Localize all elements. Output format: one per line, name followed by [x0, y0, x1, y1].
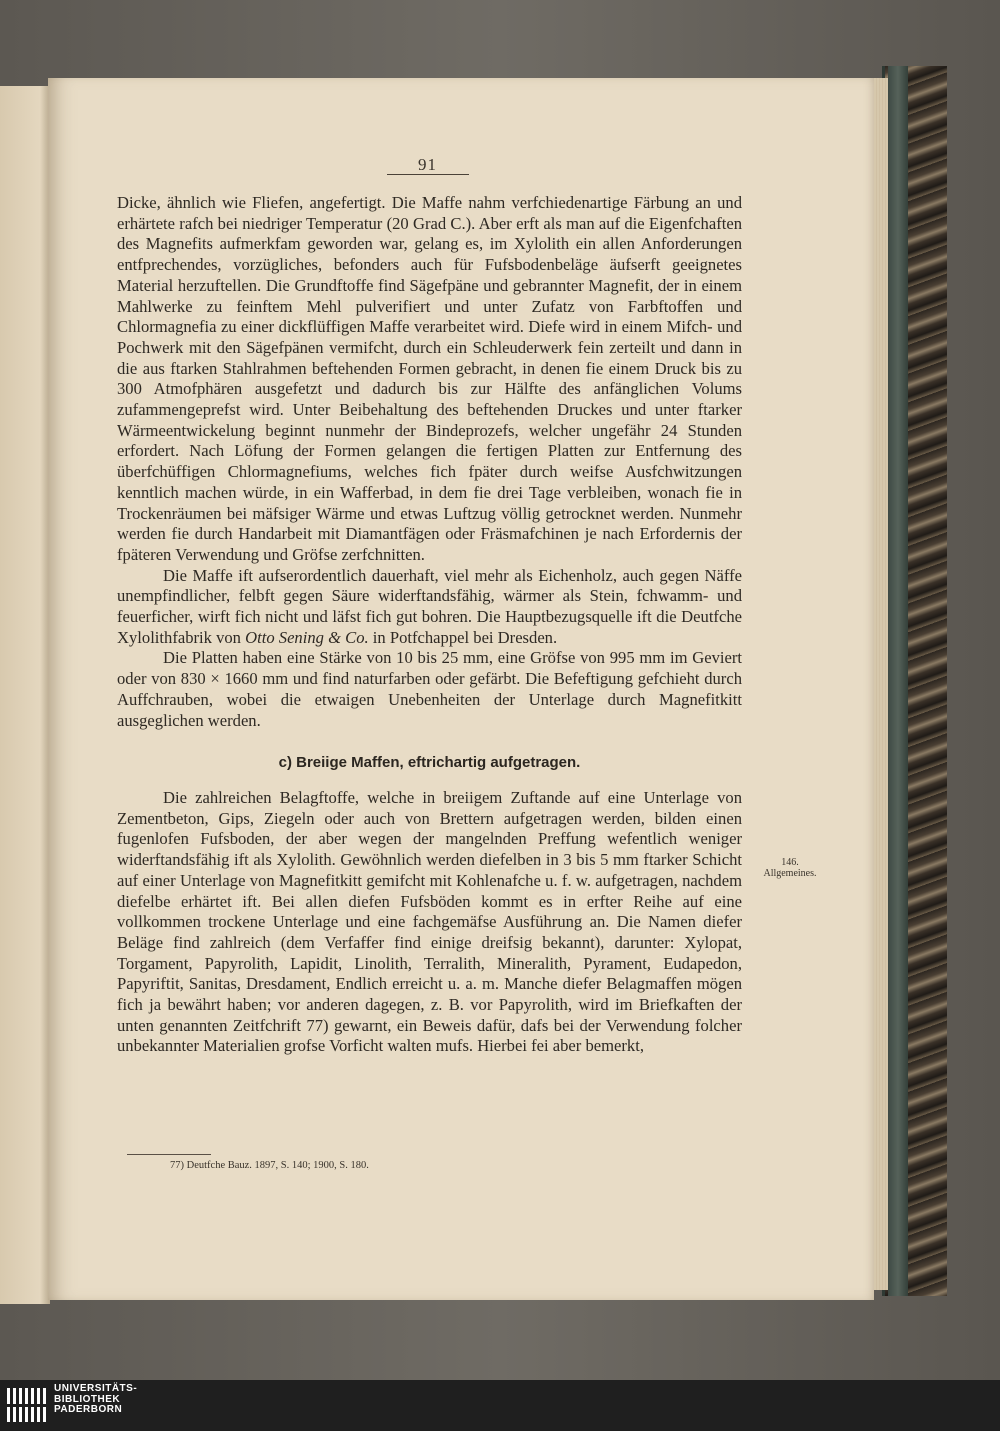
- margin-note-label: Allgemeines.: [763, 868, 817, 879]
- paragraph-2-text: Die Maffe ift aufserordentlich dauerhaft, viel mehr als Eichenholz, auch gegen Näffe unempfindlicher, felbft gegen Säure widerftandsfähig, wärmer als Stein, fchwamm- und feuerficher, wirft fich nicht und läfst fich gut bohren. Die Hauptbezugsquelle ift die Deutfche Xylolithfabrik von: [117, 565, 742, 647]
- paragraph-1: Dicke, ähnlich wie Fliefen, angefertigt. Die Maffe nahm verfchiedenartige Färbung an und erhärtete rafch bei niedriger Temperatur (20 Grad C.). Aber erft als man auf die Eigenfchaften des Magnefits aufmerkfam geworden war, gelang es, im Xylolith ein allen Anforderungen entfprechendes, vorzügliches, befonders auch für Fufsbodenbeläge äufserft geeignetes Material herzuftellen. Die Grundftoffe find Sägefpäne und gebrannter Magnefit, der in einem Mahlwerke zu feinftem Mehl pulverifiert und unter Zufatz von Farbftoffen und Chlormagnefia zu einer dickflüffigen Maffe verarbeitet wird. Diefe wird in einem Mifch- und Pochwerk mit den Sägefpänen vermifcht, durch ein Schleuderwerk fein zerteilt und dann in die aus ftarken Stahlrahmen beftehenden Formen gebracht, in denen fie einem Druck bis zu 300 Atmofphären ausgefetzt und dadurch bis zur Hälfte des anfänglichen Volums zufammengeprefst wird. Unter Beibehaltung des beftehenden Druckes und unter ftarker Wärmeentwickelung beginnt nunmehr der Bindeprozefs, welcher ungefähr 24 Stunden erfordert. Nach Löfung der Formen gelangen die fertigen Platten zur Entfernung des überfchüffigen Chlormagnefiums, welches fich fpäter durch weifse Ausfchwitzungen kenntlich machen würde, in ein Wafferbad, in dem fie drei Tage verbleiben, wonach fie in Trockenräumen bei mäfsiger Wärme und etwas Luftzug völlig getrocknet werden. Nunmehr werden fie durch Handarbeit mit Diamantfägen oder Fräsmafchinen je nach Erfordernis der fpäteren Verwendung und Gröfse zerfchnitten.: [117, 193, 742, 564]
- library-logo-text: [54, 1384, 137, 1416]
- cover-spine-edge: [888, 66, 908, 1296]
- library-logo-icon: [6, 1384, 51, 1426]
- footnote: 77) Deutfche Bauz. 1897, S. 140; 1900, S. 180.: [170, 1160, 369, 1171]
- company-name: Otto Sening & Co.: [245, 627, 369, 647]
- footnote-rule: [127, 1154, 211, 1155]
- page-number: 91: [418, 155, 437, 174]
- library-footer-bar: [0, 1380, 1000, 1431]
- paragraph-2-tail: in Potfchappel bei Dresden.: [368, 627, 558, 647]
- paragraph-2: [117, 566, 742, 649]
- margin-note: [760, 857, 820, 879]
- body-text: [117, 193, 742, 1057]
- section-heading: c) Breiige Maffen, eftrichartig aufgetragen.: [278, 754, 581, 772]
- page-number-rule: [387, 174, 469, 175]
- paragraph-4: Die zahlreichen Belagftoffe, welche in breiigem Zuftande auf eine Unterlage von Zementbeton, Gips, Ziegeln oder auch von Brettern aufgetragen werden, bilden einen fugenlofen Fufsboden, der aber wegen der mangelnden Preffung wefentlich weniger widerftandsfähig ift als Xylolith. Gewöhnlich werden diefelben in 3 bis 5 mm ftarker Schicht auf einer Unterlage von Magnefitkitt gemifcht mit Kohlenafche u. f. w. aufgetragen, nachdem diefelbe erhärtet ift. Bei allen diefen Fufsböden kommt es in erfter Reihe auf eine vollkommen trockene Unterlage und eine fachgemäfse Ausführung an. Die Namen diefer Beläge find zahlreich (dem Verfaffer find einige dreifsig bekannt), darunter: Xylopat, Torgament, Papyrolith, Lapidit, Linolith, Terralith, Mineralith, Pyrament, Eudapedon, Papyriftit, Sanitas, Dresdament, Endlich erreicht u. a. m. Manche diefer Belagmaffen mögen fich ja bewährt haben; vor anderen dagegen, z. B. vor Papyrolith, wird im Briefkaften der unten genannten Zeitfchrift 77) gewarnt, ein Beweis dafür, dafs bei der Verwendung folcher unbekannter Materialien grofse Vorficht walten mufs. Hierbei fei aber bemerkt,: [117, 787, 742, 1056]
- left-page-edge: [0, 86, 50, 1304]
- margin-note-number: 146.: [781, 857, 799, 868]
- logo-line-3: PADERBORN: [54, 1404, 123, 1415]
- logo-line-1: UNIVERSITÄTS-: [54, 1383, 138, 1394]
- paragraph-3: Die Platten haben eine Stärke von 10 bis 25 mm, eine Gröfse von 995 mm im Geviert oder von 830 × 1660 mm und find naturfarben oder gefärbt. Die Befeftigung gefchieht durch Auffchrauben, wobei die etwaigen Unebenheiten der Unterlage durch Magnefitkitt ausgeglichen werden.: [117, 648, 742, 730]
- logo-line-2: BIBLIOTHEK: [54, 1393, 121, 1405]
